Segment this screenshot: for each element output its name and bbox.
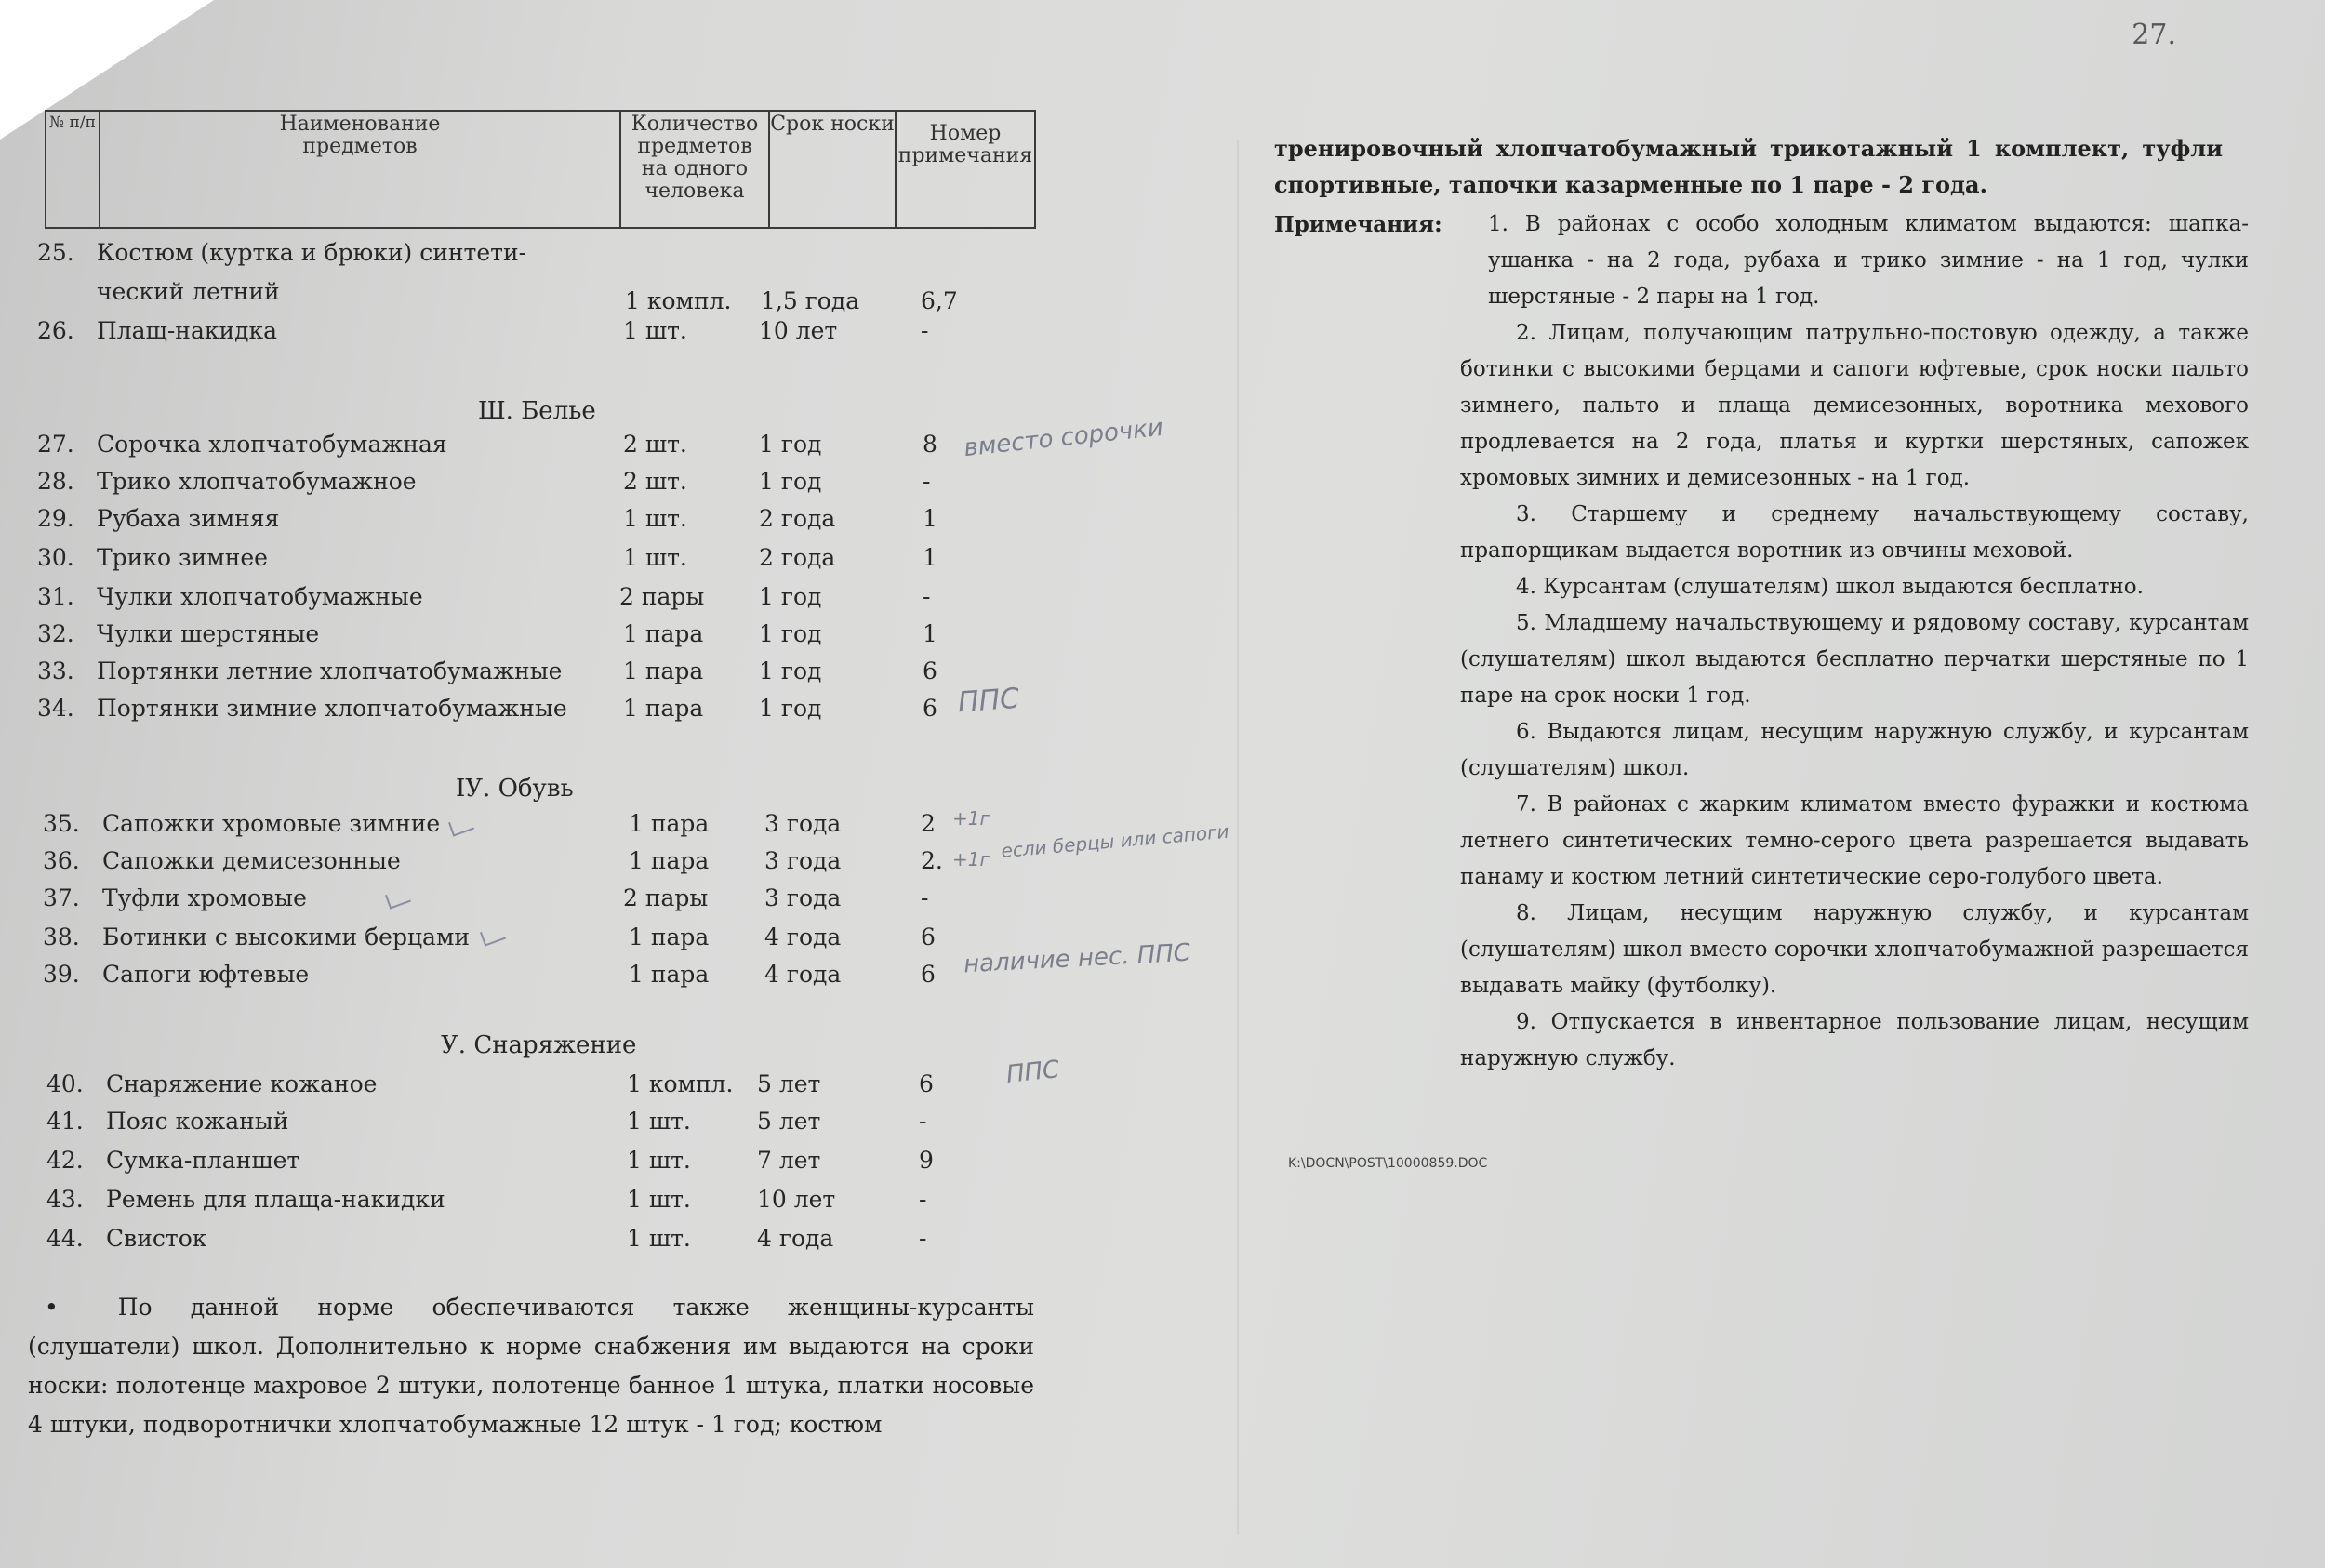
row-num: 31. <box>37 583 74 610</box>
row-num: 38. <box>43 924 80 950</box>
row-note: 1 <box>923 544 937 571</box>
row-term: 10 лет <box>757 1186 836 1213</box>
note-item: 9. Отпускается в инвентарное пользование лицам, несущим наружную службу. <box>1460 1010 2249 1070</box>
handwritten-note: +1г <box>952 848 990 870</box>
row-num: 35. <box>43 810 80 837</box>
table-row <box>43 807 1010 841</box>
page-number: 27. <box>2132 19 2176 51</box>
note-item: 4. Курсантам (слушателям) школ выдаются бесплатно. <box>1516 575 2144 599</box>
row-qty: 1 пара <box>629 961 710 988</box>
row-qty: 1 шт. <box>627 1186 691 1213</box>
handwritten-note: наличие нес. ППС <box>963 938 1191 979</box>
row-name: Плащ-накидка <box>97 317 278 344</box>
row-num: 37. <box>43 884 80 911</box>
row-qty: 1 пара <box>629 924 710 950</box>
row-qty: 2 шт. <box>623 431 687 458</box>
row-qty: 1 шт. <box>623 317 687 344</box>
row-num: 40. <box>46 1070 84 1097</box>
note-item: 5. Младшему начальствующему и рядовому составу, курсантам (слушателям) школ выдаются бесплатно перчатки шерстяные по 1 паре на срок носки 1 год. <box>1460 611 2249 708</box>
row-qty: 2 пары <box>619 583 705 610</box>
table-row <box>46 1068 1014 1101</box>
row-note: - <box>923 583 931 610</box>
row-num: 44. <box>46 1225 84 1252</box>
notes-title: Примечания: <box>1274 212 1442 237</box>
row-term: 7 лет <box>757 1147 821 1174</box>
row-note: 1 <box>923 620 937 647</box>
row-num: 29. <box>37 505 74 532</box>
row-term: 1 год <box>759 695 822 722</box>
row-note: 2. <box>921 847 943 874</box>
section-heading: Ш. Белье <box>478 397 596 425</box>
note-item: 8. Лицам, несущим наружную службу, и курсантам (слушателям) школ вместо сорочки хлопчатобумажной разрешается выдавать майку (футболку). <box>1460 901 2249 998</box>
row-num: 36. <box>43 847 80 874</box>
handwritten-note: ППС <box>956 682 1021 720</box>
row-qty: 1 шт. <box>623 505 687 532</box>
row-num: 41. <box>46 1108 84 1135</box>
row-name: Рубаха зимняя <box>97 505 280 532</box>
row-name-continued: ческий летний <box>97 278 280 305</box>
handwritten-note: вместо сорочки <box>963 413 1165 463</box>
row-qty: 1 пара <box>623 620 704 647</box>
table-row <box>37 580 1004 614</box>
footnote-star: • <box>45 1294 59 1321</box>
row-qty: 1 шт. <box>627 1147 691 1174</box>
row-name: Туфли хромовые <box>102 884 307 911</box>
row-note: - <box>919 1108 927 1135</box>
row-num: 25. <box>37 239 74 266</box>
row-name: Ремень для плаща-накидки <box>106 1186 445 1213</box>
row-note: - <box>919 1225 927 1252</box>
file-path: K:\DOCN\POST\10000859.DOC <box>1288 1156 1488 1171</box>
row-name: Костюм (куртка и брюки) синтети- <box>97 239 527 266</box>
row-qty: 1 компл. <box>627 1070 734 1097</box>
row-term: 4 года <box>757 1225 834 1252</box>
table-header <box>45 110 1036 229</box>
footnote <box>28 1288 1034 1444</box>
row-term: 10 лет <box>759 317 838 344</box>
row-term: 3 года <box>764 810 842 837</box>
continuation-text: тренировочный хлопчатобумажный трикотажный 1 комплект, туфли спортивные, тапочки казарменные по 1 паре - 2 года. <box>1274 135 2223 198</box>
row-note: 9 <box>919 1147 934 1174</box>
row-name: Чулки шерстяные <box>97 620 320 647</box>
row-num: 42. <box>46 1147 84 1174</box>
row-note: - <box>921 317 929 344</box>
note-item: 7. В районах с жарким климатом вместо фуражки и костюма летнего синтетических темно-серого цвета разрешается выдавать панаму и костюм летний синтетические серо-голубого цвета. <box>1460 792 2249 889</box>
row-term: 1 год <box>759 620 822 647</box>
row-term: 3 года <box>764 884 842 911</box>
row-term: 4 года <box>764 961 842 988</box>
row-name: Сапоги юфтевые <box>102 961 310 988</box>
row-qty: 2 пары <box>623 884 709 911</box>
header-name: Наименование предметов <box>100 112 621 227</box>
row-term: 2 года <box>759 544 836 571</box>
row-name: Сапожки демисезонные <box>102 847 401 874</box>
row-num: 30. <box>37 544 74 571</box>
table-row <box>37 502 1004 536</box>
row-name: Свисток <box>106 1225 207 1252</box>
row-name: Сапожки хромовые зимние <box>102 810 441 837</box>
section-heading: IУ. Обувь <box>456 775 574 803</box>
row-note: 6 <box>923 658 937 684</box>
table-row <box>43 844 1010 878</box>
table-row <box>37 314 1004 348</box>
row-num: 33. <box>37 658 74 684</box>
row-num: 26. <box>37 317 74 344</box>
table-row <box>46 1222 1014 1256</box>
row-term: 4 года <box>764 924 842 950</box>
note-item: 1. В районах с особо холодным климатом выдаются: шапка-ушанка - на 2 года, рубаха и трико зимние - на 1 год, чулки шерстяные - 2 пары на 1 год. <box>1488 212 2249 309</box>
header-term: Срок носки <box>770 112 897 227</box>
row-qty: 1 шт. <box>623 544 687 571</box>
table-row <box>37 618 1004 651</box>
row-num: 34. <box>37 695 74 722</box>
handwritten-note: ППС <box>1004 1056 1061 1089</box>
note-first-line <box>1274 206 2249 315</box>
table-row <box>43 882 1010 915</box>
row-term: 1 год <box>759 583 822 610</box>
row-num: 43. <box>46 1186 84 1213</box>
row-term: 5 лет <box>757 1070 821 1097</box>
row-qty: 1 пара <box>623 695 704 722</box>
row-note: 6 <box>923 695 937 722</box>
table-row <box>37 285 1004 318</box>
row-num: 28. <box>37 468 74 495</box>
row-qty: 1 компл. <box>625 287 732 314</box>
row-qty: 2 шт. <box>623 468 687 495</box>
row-note: 6 <box>921 961 936 988</box>
note-item: 2. Лицам, получающим патрульно-постовую одежду, а также ботинки с высокими берцами и сапоги юфтевые, срок носки пальто зимнего, пальто и плаща демисезонных, воротника мехового продлевается на 2 года, платья и куртки шерстяных, сапожек хромовых зимних и демисезонных - на 1 год. <box>1460 321 2249 490</box>
row-term: 1 год <box>759 468 822 495</box>
row-name: Портянки зимние хлопчатобумажные <box>97 695 567 722</box>
row-qty: 1 шт. <box>627 1225 691 1252</box>
row-name: Трико хлопчатобумажное <box>97 468 417 495</box>
row-term: 2 года <box>759 505 836 532</box>
row-note: 6 <box>919 1070 934 1097</box>
row-term: 1 год <box>759 431 822 458</box>
table-row <box>37 236 1004 270</box>
row-term: 3 года <box>764 847 842 874</box>
row-note: 2 <box>921 810 936 837</box>
row-name: Чулки хлопчатобумажные <box>97 583 423 610</box>
row-name: Снаряжение кожаное <box>106 1070 378 1097</box>
note-item: 3. Старшему и среднему начальствующему составу, прапорщикам выдается воротник из овчины меховой. <box>1460 502 2249 563</box>
table-row <box>46 1105 1014 1138</box>
handwritten-note: +1г <box>952 807 990 830</box>
row-qty: 1 пара <box>623 658 704 684</box>
table-row <box>46 1144 1014 1177</box>
row-note: - <box>921 884 929 911</box>
row-note: 8 <box>923 431 937 458</box>
table-row <box>43 958 1010 991</box>
table-row <box>37 465 1004 498</box>
table-row <box>37 541 1004 575</box>
row-note: 6,7 <box>921 287 958 314</box>
row-name: Сумка-планшет <box>106 1147 300 1174</box>
row-term: 5 лет <box>757 1108 821 1135</box>
row-note: 1 <box>923 505 937 532</box>
row-note: 6 <box>921 924 936 950</box>
row-name: Портянки летние хлопчатобумажные <box>97 658 563 684</box>
row-term: 1,5 года <box>761 287 860 314</box>
row-qty: 1 пара <box>629 847 710 874</box>
row-name: Ботинки с высокими берцами <box>102 924 471 950</box>
footnote-text: По данной норме обеспечиваются также женщины-курсанты (слушатели) школ. Дополнительно к норме снабжения им выдаются на сроки носки: полотенце махровое 2 штуки, полотенце банное 1 штука, платки носовые 4 штуки, подворотнички хлопчатобумажные 12 штук - 1 год; костюм <box>28 1294 1034 1438</box>
row-note: - <box>919 1186 927 1213</box>
header-num: № п/п <box>46 112 100 227</box>
table-row <box>37 428 1004 461</box>
table-row <box>37 692 1004 725</box>
row-note: - <box>923 468 931 495</box>
row-name: Трико зимнее <box>97 544 268 571</box>
row-term: 1 год <box>759 658 822 684</box>
notes-block <box>1274 206 2249 1077</box>
row-num: 39. <box>43 961 80 988</box>
table-row <box>46 1183 1014 1216</box>
table-row <box>37 655 1004 688</box>
row-name: Пояс кожаный <box>106 1108 289 1135</box>
header-qty: Количество предметов на одного человека <box>621 112 770 227</box>
header-note: Номер примечания <box>897 122 1033 167</box>
note-item: 6. Выдаются лицам, несущим наружную службу, и курсантам (слушателям) школ. <box>1460 720 2249 780</box>
row-qty: 1 шт. <box>627 1108 691 1135</box>
handwritten-note: если берцы или сапоги <box>1000 819 1230 863</box>
row-qty: 1 пара <box>629 810 710 837</box>
row-name: Сорочка хлопчатобумажная <box>97 431 447 458</box>
section-heading: У. Снаряжение <box>441 1031 637 1059</box>
row-num: 27. <box>37 431 74 458</box>
table-row <box>43 921 1010 954</box>
row-num: 32. <box>37 620 74 647</box>
